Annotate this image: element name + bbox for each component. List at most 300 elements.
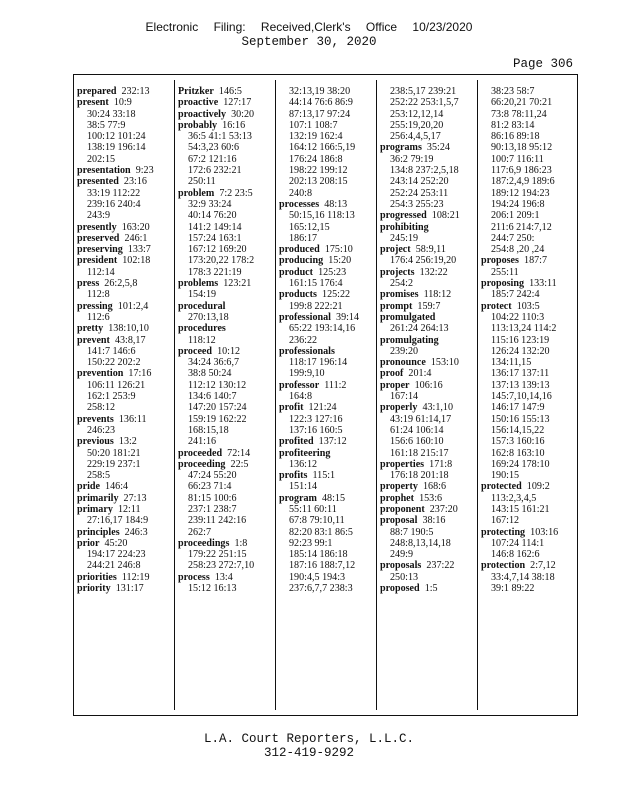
index-reference-line	[178, 255, 274, 266]
index-entry	[380, 380, 476, 391]
index-reference-line	[380, 131, 476, 142]
index-reference-line	[481, 244, 577, 255]
index-word: professor	[279, 379, 320, 391]
index-entry	[481, 278, 577, 289]
index-references: 143:15 161:21	[491, 503, 550, 515]
filing-stamp-word-4: Office	[365, 20, 398, 34]
index-word: product	[279, 266, 314, 278]
index-reference-line	[77, 142, 173, 153]
index-references: 87:13,17 97:24	[289, 108, 351, 120]
index-word: presented	[77, 176, 119, 188]
index-reference-line	[481, 391, 577, 402]
index-word: prohibiting	[380, 221, 429, 233]
index-references: 43:8,17	[109, 334, 146, 346]
page-number: Page 306	[512, 57, 573, 71]
index-reference-line	[279, 459, 375, 470]
index-reference-line	[481, 583, 577, 594]
index-word: principles	[77, 526, 120, 538]
index-reference-line	[178, 380, 274, 391]
index-references: 248:8,13,14,18	[390, 537, 451, 549]
index-reference-line	[481, 515, 577, 526]
index-entry	[77, 527, 173, 538]
index-references: 237:6,7,7 238:3	[289, 583, 353, 595]
index-reference-line	[279, 210, 375, 221]
index-references: 163:20	[116, 221, 150, 233]
index-reference-line	[279, 278, 375, 289]
index-reference-line	[178, 312, 274, 323]
index-word: promises	[380, 289, 419, 301]
index-reference-line	[380, 538, 476, 549]
index-references: 145:7,10,14,16	[491, 391, 552, 403]
index-reference-line	[279, 515, 375, 526]
index-references: 127:17	[218, 97, 252, 109]
index-reference-line	[380, 165, 476, 176]
index-reference-line	[279, 357, 375, 368]
filing-stamp-word-3: Received,Clerk's	[260, 20, 351, 34]
index-reference-line	[279, 583, 375, 594]
index-reference-line	[77, 346, 173, 357]
index-word: profiteering	[279, 447, 331, 459]
index-word: property	[380, 481, 418, 493]
index-reference-line	[279, 527, 375, 538]
index-references: 123:21	[218, 278, 252, 290]
index-references: 246:3	[119, 526, 148, 538]
index-entry	[77, 335, 173, 346]
index-reference-line	[279, 131, 375, 142]
index-references: 249:9	[390, 549, 413, 561]
index-word: preserving	[77, 244, 123, 256]
index-word: profits	[279, 470, 308, 482]
index-references: 131:17	[110, 583, 144, 595]
index-reference-line	[380, 199, 476, 210]
index-references: 167:12 169:20	[188, 244, 247, 256]
index-entry	[380, 493, 476, 504]
index-reference-line	[77, 448, 173, 459]
index-reference-line	[77, 154, 173, 165]
index-entry	[481, 255, 577, 266]
index-entry	[279, 255, 375, 266]
index-references: 178:3 221:19	[188, 266, 242, 278]
index-references: 10:12	[212, 345, 241, 357]
index-references: 244:7 250:	[491, 232, 535, 244]
index-reference-line	[279, 414, 375, 425]
index-word: pretty	[77, 323, 104, 335]
filing-stamp-word-2: Filing:	[213, 20, 246, 34]
index-references: 39:14	[330, 311, 360, 323]
index-references: 253:12,12,14	[390, 108, 444, 120]
index-word: proceeding	[178, 458, 226, 470]
index-word: proposes	[481, 255, 519, 267]
index-reference-line	[178, 391, 274, 402]
index-entry	[279, 402, 375, 413]
index-references: 23:16	[118, 176, 147, 188]
index-reference-line	[77, 109, 173, 120]
index-references: 40:14 76:20	[188, 210, 237, 222]
index-word: prior	[77, 537, 100, 549]
index-entry	[279, 470, 375, 481]
index-references: 115:1	[307, 470, 336, 482]
index-references: 161:15 176:4	[289, 278, 343, 290]
index-references: 30:24 33:18	[87, 108, 136, 120]
index-entry	[77, 301, 173, 312]
index-reference-line	[77, 402, 173, 413]
index-reference-line	[279, 142, 375, 153]
index-word: probably	[178, 119, 218, 131]
index-references: 39:1 89:22	[491, 583, 535, 595]
index-entry	[77, 165, 173, 176]
index-entry	[178, 346, 274, 357]
index-references: 232:13	[116, 86, 150, 97]
index-references: 244:21 246:8	[87, 560, 141, 572]
index-column-3	[279, 86, 375, 710]
filing-stamp-header	[0, 20, 618, 34]
index-references: 13:4	[209, 571, 233, 583]
index-references: 134:11,15	[491, 357, 532, 369]
index-references: 58:9,11	[410, 244, 446, 256]
index-references: 103:5	[511, 300, 540, 312]
index-reference-line	[481, 368, 577, 379]
index-reference-line	[77, 120, 173, 131]
index-reference-line	[481, 414, 577, 425]
index-reference-line	[77, 210, 173, 221]
index-reference-line	[380, 109, 476, 120]
index-entry	[77, 368, 173, 379]
index-reference-line	[481, 97, 577, 108]
index-references: 88:7 190:5	[390, 526, 434, 538]
index-references: 153:10	[425, 357, 459, 369]
index-word: pronounce	[380, 357, 426, 369]
index-references: 169:24 178:10	[491, 458, 550, 470]
index-references: 133:7	[122, 244, 151, 256]
index-word: proposing	[481, 278, 525, 290]
index-references: 239:11 242:16	[188, 515, 247, 527]
index-references: 141:2 149:14	[188, 221, 242, 233]
index-reference-line	[279, 538, 375, 549]
index-references: 238:5,17 239:21	[390, 86, 457, 97]
index-word: properly	[380, 402, 418, 414]
index-references: 168:15,18	[188, 424, 229, 436]
index-reference-line	[279, 504, 375, 515]
index-reference-line	[178, 504, 274, 515]
index-word: proceed	[178, 345, 213, 357]
index-word: proposal	[380, 515, 418, 527]
index-references: 250:11	[188, 176, 216, 188]
index-entry	[77, 86, 173, 97]
index-references: 187:16 188:7,12	[289, 560, 356, 572]
index-references: 101:2,4	[112, 300, 149, 312]
index-references: 255:19,20,20	[390, 119, 444, 131]
index-references: 133:11	[524, 278, 557, 290]
index-reference-line	[481, 120, 577, 131]
index-reference-line	[178, 357, 274, 368]
index-word: presentation	[77, 165, 131, 177]
index-reference-line	[380, 527, 476, 538]
index-references: 136:11	[113, 413, 147, 425]
index-references: 61:24 106:14	[390, 424, 444, 436]
index-references: 186:17	[289, 232, 318, 244]
index-reference-line	[481, 188, 577, 199]
index-reference-line	[481, 312, 577, 323]
index-reference-line	[178, 481, 274, 492]
index-entry	[178, 86, 274, 97]
index-entry	[77, 255, 173, 266]
index-references: 55:11 60:11	[289, 503, 337, 515]
index-entry	[77, 436, 173, 447]
index-word: protecting	[481, 526, 526, 538]
index-references: 146:8 162:6	[491, 549, 540, 561]
index-references: 167:12	[491, 515, 520, 527]
index-reference-line	[380, 391, 476, 402]
index-word: problems	[178, 278, 219, 290]
index-references: 73:8 78:11,24	[491, 108, 547, 120]
index-references: 118:12	[418, 289, 452, 301]
index-reference-line	[178, 425, 274, 436]
index-references: 199:8 222:21	[289, 300, 343, 312]
index-reference-line	[279, 301, 375, 312]
index-references: 45:20	[99, 537, 128, 549]
index-references: 54:3,23 60:6	[188, 142, 240, 154]
index-word: protected	[481, 481, 522, 493]
index-word: producing	[279, 255, 324, 267]
index-references: 141:7 146:6	[87, 345, 136, 357]
index-reference-line	[481, 323, 577, 334]
index-word: preserved	[77, 232, 120, 244]
index-references: 164:12 166:5,19	[289, 142, 356, 154]
index-references: 258:12	[87, 402, 116, 414]
index-references: 241:16	[188, 436, 217, 448]
index-entry	[380, 560, 476, 571]
index-word: proper	[380, 379, 410, 391]
index-reference-line	[77, 470, 173, 481]
index-reference-line	[178, 289, 274, 300]
index-references: 7:2 23:5	[214, 187, 253, 199]
index-references: 67:8 79:10,11	[289, 515, 345, 527]
index-word: president	[77, 255, 118, 267]
index-references: 32:13,19 38:20	[289, 86, 351, 97]
index-reference-line	[481, 176, 577, 187]
index-reference-line	[481, 402, 577, 413]
index-reference-line	[481, 154, 577, 165]
index-references: 50:20 181:21	[87, 447, 141, 459]
index-references: 187:2,4,9 189:6	[491, 176, 555, 188]
index-word: prevents	[77, 413, 114, 425]
index-reference-line	[380, 86, 476, 97]
index-references: 137:13 139:13	[491, 379, 550, 391]
index-references: 239:20	[390, 345, 419, 357]
index-reference-line	[279, 222, 375, 233]
index-references: 137:16 160:5	[289, 424, 343, 436]
index-reference-line	[178, 368, 274, 379]
index-word: properties	[380, 458, 425, 470]
index-reference-line	[380, 176, 476, 187]
index-reference-line	[481, 380, 577, 391]
index-word: proactively	[178, 108, 227, 120]
index-references: 2:7,12	[525, 560, 556, 572]
index-reference-line	[380, 448, 476, 459]
index-references: 175:10	[319, 244, 353, 256]
index-reference-line	[481, 289, 577, 300]
index-reference-line	[178, 142, 274, 153]
index-references: 112:14	[87, 266, 115, 278]
index-reference-line	[178, 493, 274, 504]
index-reference-line	[178, 176, 274, 187]
index-word: pride	[77, 481, 100, 493]
index-entry	[77, 244, 173, 255]
index-references: 194:24 196:8	[491, 198, 545, 210]
index-reference-line	[380, 346, 476, 357]
index-references: 150:22 202:2	[87, 357, 141, 369]
index-references: 106:16	[409, 379, 443, 391]
index-references: 246:1	[119, 232, 148, 244]
index-references: 48:13	[319, 198, 348, 210]
index-references: 252:22 253:1,5,7	[390, 97, 459, 109]
index-references: 243:9	[87, 210, 110, 222]
index-word: proposals	[380, 560, 422, 572]
index-entry	[380, 289, 476, 300]
index-references: 113:2,3,4,5	[491, 492, 537, 504]
index-references: 117:6,9 186:23	[491, 165, 552, 177]
index-reference-line	[481, 233, 577, 244]
index-entry	[77, 222, 173, 233]
index-references: 125:23	[313, 266, 347, 278]
index-reference-line	[178, 131, 274, 142]
index-word: proactive	[178, 97, 219, 109]
index-reference-line	[279, 86, 375, 97]
index-reference-line	[481, 459, 577, 470]
index-entry	[178, 188, 274, 199]
index-references: 256:4,4,5,17	[390, 131, 441, 143]
index-reference-line	[77, 267, 173, 278]
index-references: 236:22	[289, 334, 318, 346]
index-reference-line	[481, 538, 577, 549]
index-reference-line	[279, 176, 375, 187]
index-reference-line	[380, 436, 476, 447]
index-reference-line	[279, 481, 375, 492]
index-reference-line	[380, 120, 476, 131]
index-references: 262:7	[188, 526, 211, 538]
index-entry	[279, 289, 375, 300]
index-references: 252:24 253:11	[390, 187, 449, 199]
index-word: process	[178, 571, 210, 583]
index-reference-line	[481, 436, 577, 447]
index-reference-line	[77, 131, 173, 142]
index-word: proponent	[380, 503, 425, 515]
index-reference-line	[279, 572, 375, 583]
index-word: promulgated	[380, 311, 436, 323]
index-references: 159:7	[412, 300, 441, 312]
index-entry	[481, 481, 577, 492]
index-references: 165:12,15	[289, 221, 330, 233]
index-references: 118:17 196:14	[289, 357, 348, 369]
index-word: protect	[481, 300, 512, 312]
index-entry	[178, 97, 274, 108]
index-references: 17:16	[123, 368, 152, 380]
index-word: pressing	[77, 300, 113, 312]
column-divider	[174, 80, 175, 710]
index-entry	[77, 278, 173, 289]
index-reference-line	[178, 414, 274, 425]
index-reference-line	[178, 527, 274, 538]
index-references: 15:20	[323, 255, 352, 267]
index-references: 27:16,17 184:9	[87, 515, 149, 527]
index-reference-line	[380, 323, 476, 334]
index-references: 164:8	[289, 391, 312, 403]
index-references: 43:19 61:14,17	[390, 413, 452, 425]
index-references: 255:11	[491, 266, 519, 278]
transcript-date: September 30, 2020	[241, 35, 377, 49]
index-word: primary	[77, 503, 113, 515]
index-entry	[279, 493, 375, 504]
index-word: promulgating	[380, 334, 439, 346]
index-references: 237:1 238:7	[188, 503, 237, 515]
index-word: programs	[380, 142, 422, 154]
index-references: 81:2 83:14	[491, 119, 535, 131]
index-references: 157:24 163:1	[188, 232, 242, 244]
index-reference-line	[481, 199, 577, 210]
index-references: 108:21	[426, 210, 460, 222]
index-column-1	[77, 86, 173, 710]
index-references: 202:15	[87, 153, 116, 165]
index-reference-line	[481, 346, 577, 357]
index-references: 270:13,18	[188, 311, 229, 323]
index-references: 32:9 33:24	[188, 198, 232, 210]
index-reference-line	[77, 188, 173, 199]
index-entry	[77, 233, 173, 244]
index-reference-line	[380, 414, 476, 425]
index-references: 36:2 79:19	[390, 153, 434, 165]
index-entry	[178, 448, 274, 459]
index-references: 237:22	[421, 560, 455, 572]
index-reference-line	[279, 109, 375, 120]
index-reference-line	[279, 391, 375, 402]
index-word: prevent	[77, 334, 110, 346]
index-reference-line	[279, 425, 375, 436]
index-word: prevention	[77, 368, 124, 380]
index-word: priority	[77, 583, 111, 595]
index-references: 146:5	[213, 86, 242, 97]
index-references: 107:24 114:1	[491, 537, 545, 549]
index-word: present	[77, 97, 109, 109]
index-references: 154:19	[188, 289, 217, 301]
index-reference-line	[178, 199, 274, 210]
index-references: 137:12	[313, 436, 347, 448]
index-references: 30:20	[226, 108, 255, 120]
index-entry	[77, 176, 173, 187]
index-word: presently	[77, 221, 117, 233]
index-references: 34:24 36:6,7	[188, 357, 240, 369]
index-references: 190:4,5 194:3	[289, 571, 346, 583]
index-reference-line	[380, 97, 476, 108]
index-references: 138:10,10	[103, 323, 149, 335]
index-references: 38:16	[417, 515, 446, 527]
index-references: 198:22 199:12	[289, 165, 348, 177]
index-references: 132:22	[414, 266, 448, 278]
index-reference-line	[380, 188, 476, 199]
index-reference-line	[77, 515, 173, 526]
index-word: Pritzker	[178, 86, 214, 97]
index-reference-line	[279, 188, 375, 199]
index-references: 172:6 232:21	[188, 165, 242, 177]
index-entry	[279, 267, 375, 278]
index-entry	[279, 380, 375, 391]
index-references: 66:20,21 70:21	[491, 97, 553, 109]
index-reference-line	[178, 436, 274, 447]
index-references: 9:23	[130, 165, 154, 177]
index-reference-line	[77, 289, 173, 300]
index-entry	[77, 583, 173, 594]
index-reference-line	[77, 199, 173, 210]
index-references: 258:5	[87, 470, 110, 482]
